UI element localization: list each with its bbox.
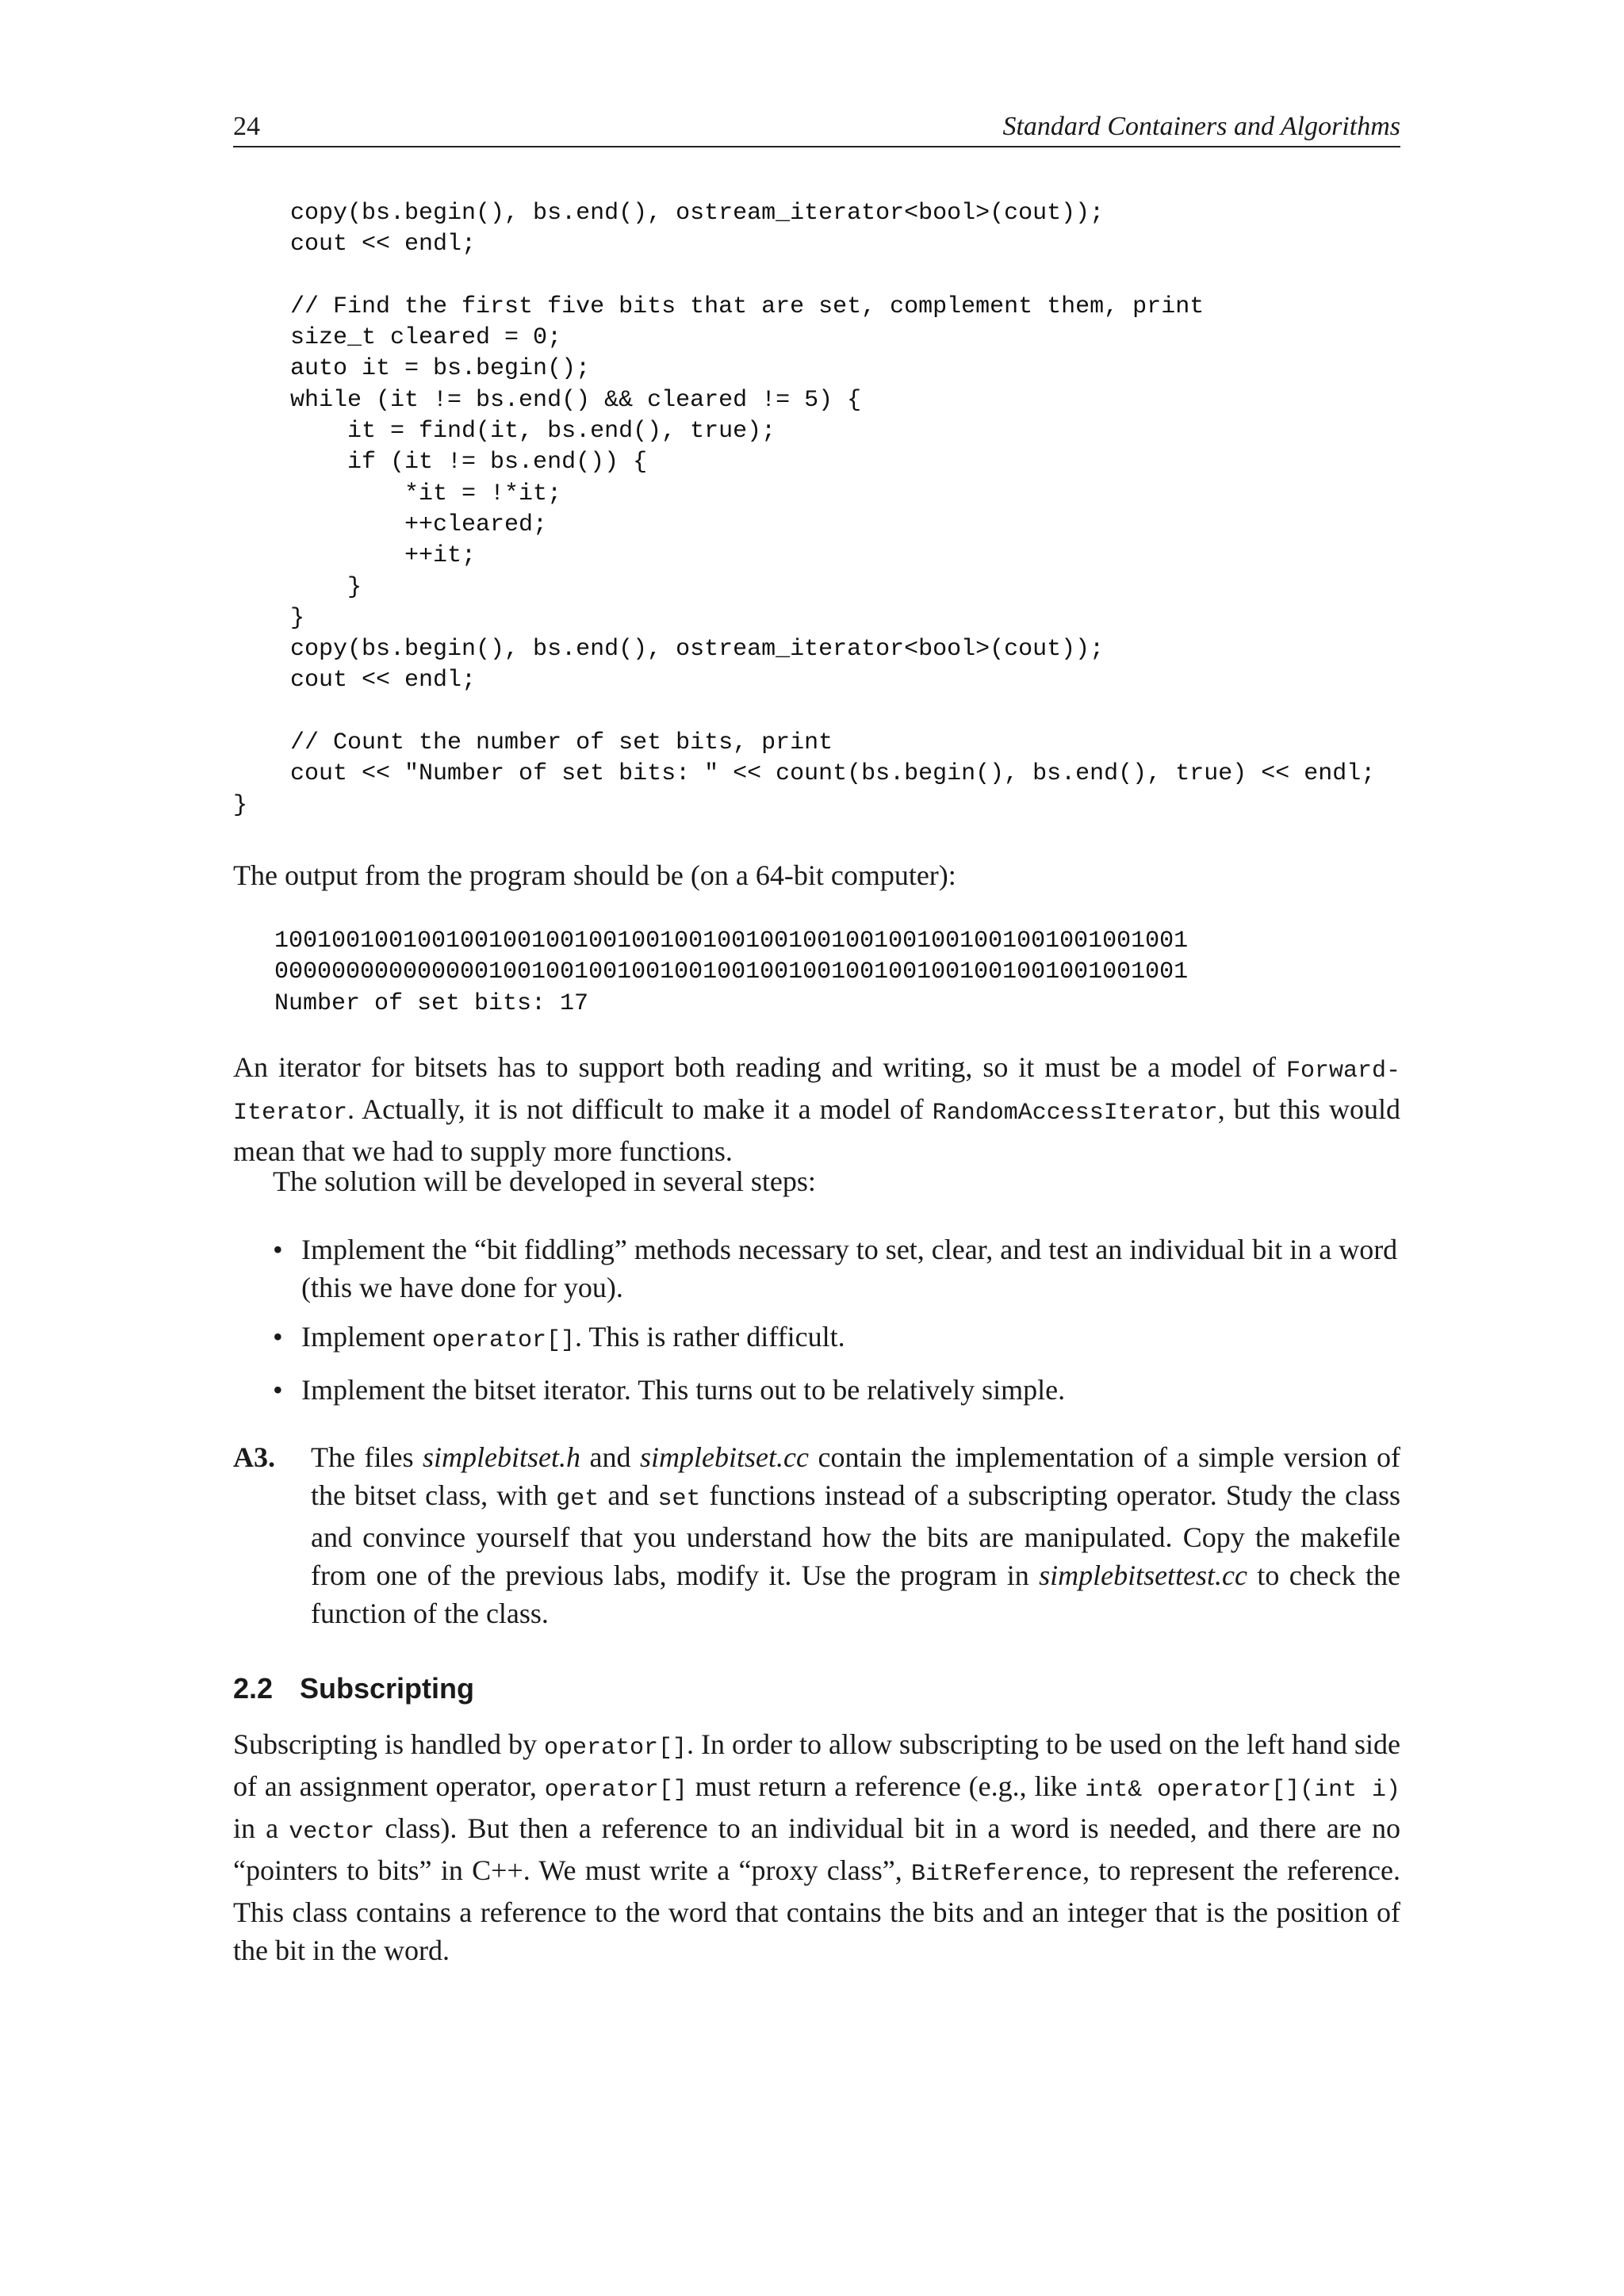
file-name: simplebitset.h: [423, 1441, 580, 1473]
section-title: Subscripting: [300, 1672, 475, 1705]
list-item: • Implement operator[]. This is rather difficult.: [273, 1318, 1400, 1360]
running-title: Standard Containers and Algorithms: [1002, 112, 1400, 141]
section-number: 2.2: [233, 1672, 274, 1705]
inline-code: operator[]: [544, 1777, 688, 1804]
code-listing: copy(bs.begin(), bs.end(), ostream_iterator<bool>(cout)); cout << endl; // Find the first five bits that are set, complement them, print size_t cleared = 0; auto it = bs.begin(); while (it != bs.end() && cleared != 5) { it = find(it, bs.end(), true); if (it != bs.end()) { *it = !*it; ++cleared; ++it; } } copy(bs.begin(), bs.end(), ostream_iterator<bool>(cout)); cout << endl; // Count the number of set bits, print cout << "Number of set bits: " << count(bs.begin(), bs.end(), true) << endl; }: [233, 200, 1376, 819]
exercise-label: A3.: [233, 1441, 275, 1473]
inline-code: set: [657, 1486, 701, 1513]
inline-code: operator[]: [431, 1327, 575, 1354]
subscripting-paragraph: Subscripting is handled by operator[]. In order to allow subscripting to be used on the left hand side of an assignment operator, operator[] must return a reference (e.g., like int& operator[](int i) in a vector class). But then a reference to an individual bit in a word is needed, and there are no “pointers to bits” in C++. We must write a “proxy class”, BitReference, to represent the reference. This class contains a reference to the word that contains the bits and an integer that is the position of the bit in the word.: [233, 1728, 1401, 1966]
steps-intro: The solution will be developed in several steps:: [273, 1165, 816, 1197]
section-heading: [233, 1671, 474, 1706]
inline-code: vector: [289, 1819, 375, 1846]
exercise-text: The files simplebitset.h and simplebitset.cc contain the implementation of a simple version of the bitset class, with get and set functions instead of a subscripting operator. Study the class and convince yourself that you understand how the bits are manipulated. Copy the makefile from one of the previous labs, modify it. Use the program in simplebitsettest.cc to check the function of the class.: [311, 1441, 1400, 1629]
inline-code: int& operator[](int i): [1085, 1777, 1400, 1804]
list-item: • Implement the “bit fiddling” methods necessary to set, clear, and test an individual bit in a word (this we have done for you).: [273, 1230, 1400, 1307]
file-name: simplebitset.cc: [640, 1441, 809, 1473]
program-output: 1001001001001001001001001001001001001001001001001001001001001001 0000000000000001001001001001001001001001001001001001001001001001 Number of set bits: 17: [274, 928, 1189, 1017]
iterator-paragraph: An iterator for bitsets has to support both reading and writing, so it must be a model of Forward-Iterator. Actually, it is not difficult to make it a model of RandomAccessIterator, but this would mean that we had to supply more functions.: [233, 1051, 1400, 1167]
inline-code: operator[]: [544, 1735, 688, 1762]
inline-code: Forward-Iterator: [233, 1058, 1400, 1127]
inline-code: RandomAccessIterator: [932, 1100, 1218, 1127]
bullet-icon: •: [273, 1234, 283, 1265]
file-name: simplebitsettest.cc: [1039, 1559, 1248, 1591]
bullet-icon: •: [273, 1321, 283, 1353]
page-header: [233, 111, 1400, 147]
steps-list: [273, 1230, 1400, 1420]
bullet-icon: •: [273, 1374, 283, 1406]
page-number: 24: [233, 112, 260, 141]
output-intro: The output from the program should be (on a 64-bit computer):: [233, 859, 956, 891]
list-item: • Implement the bitset iterator. This turns out to be relatively simple.: [273, 1371, 1400, 1409]
inline-code: BitReference: [911, 1861, 1083, 1888]
inline-code: get: [556, 1486, 599, 1513]
